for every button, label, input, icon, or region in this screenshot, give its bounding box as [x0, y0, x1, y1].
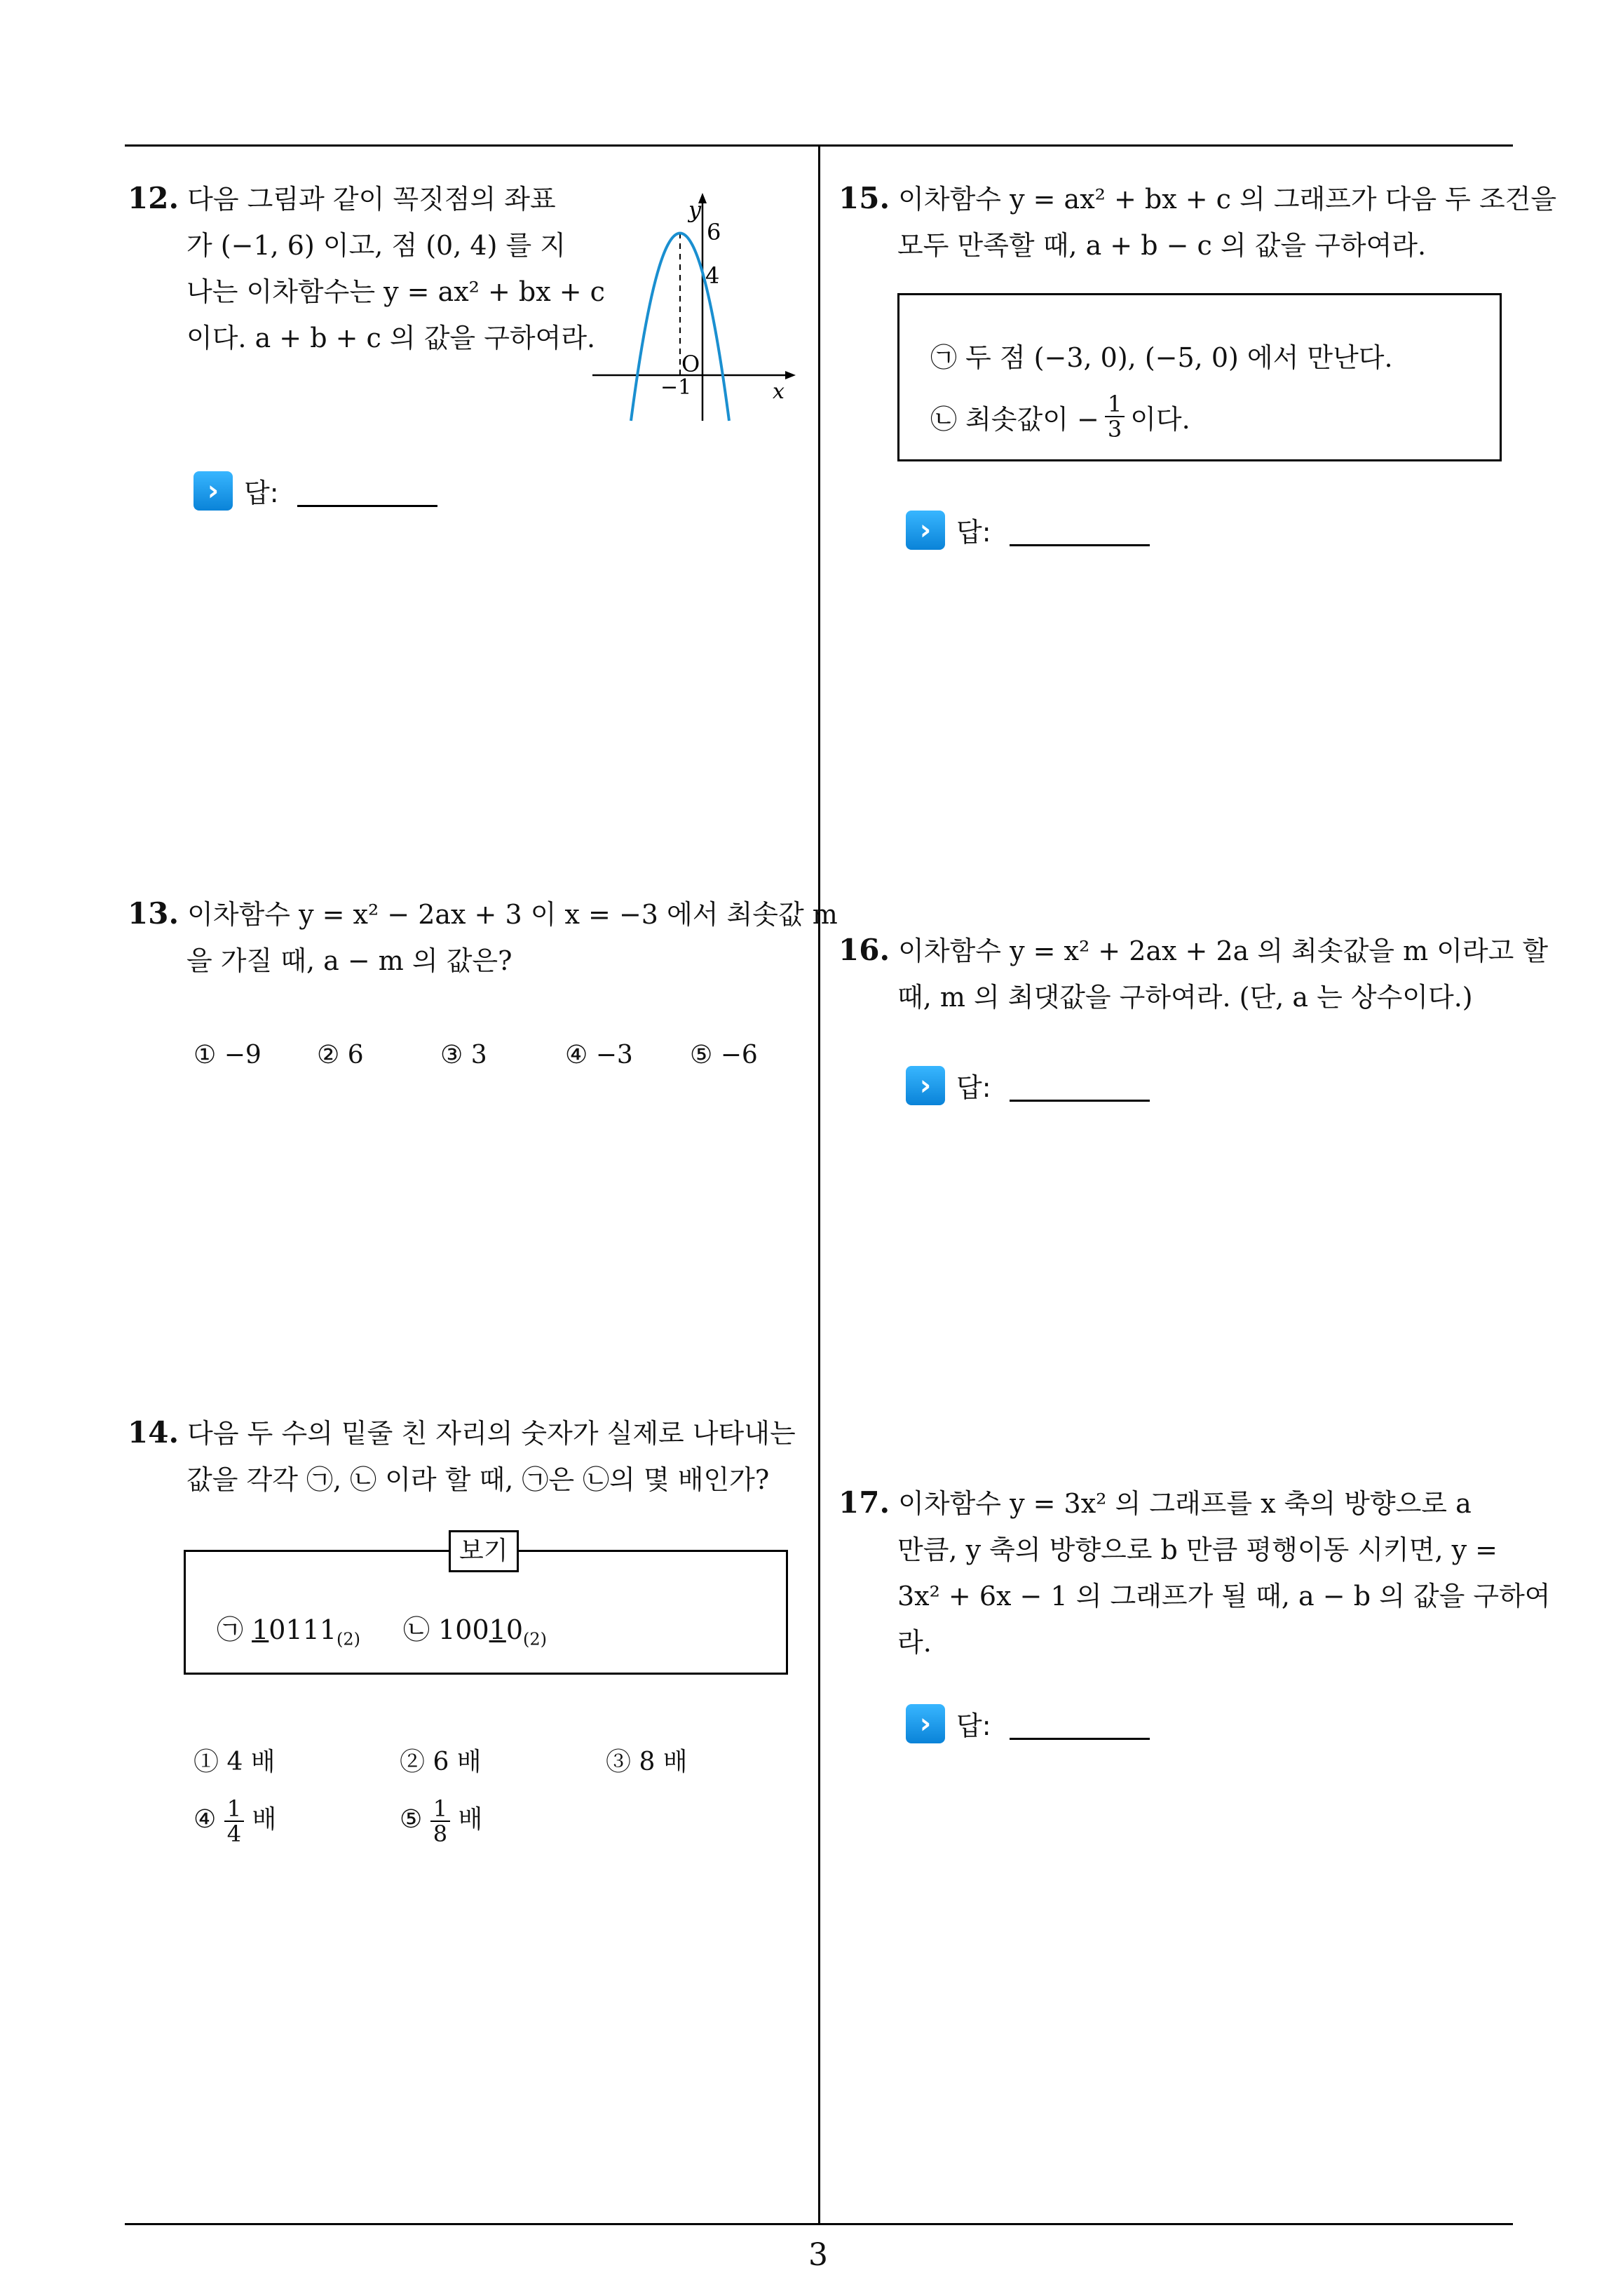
parabola-graph	[589, 189, 799, 428]
numerator: 1	[1105, 392, 1125, 417]
underlined-digit: 1	[489, 1614, 506, 1645]
question-text: 이다. a + b + c 의 값을 구하여라.	[186, 323, 596, 353]
x-axis-arrow	[785, 371, 796, 379]
question-text: 값을 각각 ㉠, ㉡ 이라 할 때, ㉠은 ㉡의 몇 배인가?	[186, 1464, 770, 1495]
question-text: 만큼, y 축의 방향으로 b 만큼 평행이동 시키면, y =	[897, 1534, 1498, 1565]
answer-blank[interactable]	[1010, 1704, 1150, 1740]
question-number: 12.	[128, 181, 179, 215]
question-text: 나는 이차함수는 y = ax² + bx + c	[186, 276, 605, 307]
answer-label: 답:	[956, 517, 991, 548]
question-text: 이차함수 y = x² − 2ax + 3 이 x = −3 에서 최솟값 m	[187, 899, 838, 930]
question-number: 14.	[128, 1415, 179, 1450]
answer-blank[interactable]	[1010, 511, 1150, 546]
y-axis-label: y	[688, 196, 702, 223]
answer-blank[interactable]	[297, 471, 437, 507]
denominator: 4	[226, 1821, 242, 1847]
choice-1[interactable]: ① 4 배	[193, 1748, 276, 1776]
choice-3[interactable]: ③ 3	[440, 1041, 487, 1069]
origin-label: O	[681, 351, 700, 377]
choice-5[interactable]: ⑤ −6	[690, 1041, 758, 1069]
question-13	[128, 891, 838, 984]
chevron-right-icon: ›	[906, 511, 945, 550]
choice-4[interactable]: ④ −3	[565, 1041, 633, 1069]
numerator: 1	[430, 1797, 450, 1822]
fraction	[224, 1797, 244, 1846]
answer-label: 답:	[956, 1710, 991, 1741]
digits: 0111	[269, 1614, 337, 1645]
answer-label: 답:	[956, 1072, 991, 1103]
condition-text: ㉡ 최솟값이 −	[930, 403, 1099, 435]
question-12	[128, 175, 605, 361]
question-text: 이차함수 y = 3x² 의 그래프를 x 축의 방향으로 a	[898, 1488, 1472, 1519]
condition-box	[897, 293, 1502, 461]
question-text: 모두 만족할 때, a + b − c 의 값을 구하여라.	[897, 230, 1427, 261]
base-subscript: (2)	[523, 1629, 548, 1649]
condition-2	[930, 392, 1190, 441]
condition-text: 이다.	[1130, 403, 1190, 435]
chevron-right-icon: ›	[906, 1704, 945, 1743]
answer-field-17[interactable]	[906, 1704, 1150, 1743]
question-text: 가 (−1, 6) 이고, 점 (0, 4) 를 지	[186, 230, 566, 261]
question-number: 16.	[838, 933, 890, 967]
question-number: 17.	[838, 1485, 890, 1520]
choice-5[interactable]	[400, 1797, 482, 1846]
choice-3[interactable]: ③ 8 배	[606, 1748, 688, 1776]
condition-1: ㉠ 두 점 (−3, 0), (−5, 0) 에서 만난다.	[930, 342, 1393, 373]
choice-2[interactable]: ② 6	[317, 1041, 364, 1069]
example-item-1	[217, 1608, 360, 1649]
question-text: 다음 두 수의 밑줄 친 자리의 숫자가 실제로 나타내는	[187, 1418, 796, 1449]
underlined-digit: 1	[252, 1614, 269, 1645]
denominator: 8	[433, 1821, 448, 1847]
denominator: 3	[1107, 416, 1122, 443]
chevron-right-icon: ›	[906, 1066, 945, 1105]
question-14	[128, 1410, 796, 1503]
question-text: 이차함수 y = ax² + bx + c 의 그래프가 다음 두 조건을	[898, 184, 1557, 215]
question-15	[838, 175, 1556, 269]
tick-label-6: 6	[707, 219, 721, 245]
answer-label: 답:	[244, 478, 279, 508]
digits: 0	[505, 1614, 524, 1645]
question-number: 15.	[838, 181, 890, 215]
choice-marker: ⑤	[400, 1805, 423, 1834]
question-text: 3x² + 6x − 1 의 그래프가 될 때, a − b 의 값을 구하여	[897, 1581, 1551, 1612]
column-divider	[818, 144, 820, 2224]
base-subscript: (2)	[337, 1629, 361, 1649]
answer-field-16[interactable]	[906, 1066, 1150, 1105]
question-text: 때, m 의 최댓값을 구하여라. (단, a 는 상수이다.)	[897, 982, 1473, 1013]
choice-4[interactable]	[193, 1797, 276, 1846]
example-item-2	[403, 1608, 547, 1649]
tick-label-neg1: −1	[660, 375, 692, 400]
page-number: 3	[808, 2237, 828, 2273]
choice-1[interactable]: ① −9	[193, 1041, 262, 1069]
choice-marker: ④	[193, 1805, 217, 1834]
answer-blank[interactable]	[1010, 1066, 1150, 1102]
item-marker: ㉠	[217, 1614, 244, 1645]
x-axis-label: x	[773, 379, 785, 404]
question-number: 13.	[128, 896, 179, 931]
fraction	[1105, 392, 1125, 441]
numerator: 1	[224, 1797, 244, 1822]
fraction	[430, 1797, 450, 1846]
chevron-right-icon: ›	[193, 471, 233, 511]
question-text: 이차함수 y = x² + 2ax + 2a 의 최솟값을 m 이라고 할	[898, 936, 1549, 966]
answer-field-15[interactable]	[906, 511, 1150, 550]
choice-2[interactable]: ② 6 배	[400, 1748, 482, 1776]
tick-label-4: 4	[705, 262, 720, 289]
choice-unit: 배	[252, 1805, 277, 1834]
digits: 100	[438, 1614, 489, 1645]
item-marker: ㉡	[403, 1614, 430, 1645]
example-box-label: 보기	[449, 1530, 519, 1572]
question-17	[838, 1480, 1551, 1666]
choice-unit: 배	[458, 1805, 483, 1834]
answer-field-12[interactable]	[193, 471, 437, 511]
question-text: 다음 그림과 같이 꼭짓점의 좌표	[187, 184, 556, 215]
question-text: 라.	[897, 1627, 932, 1658]
question-text: 을 가질 때, a − m 의 값은?	[186, 945, 512, 976]
question-16	[838, 927, 1548, 1020]
